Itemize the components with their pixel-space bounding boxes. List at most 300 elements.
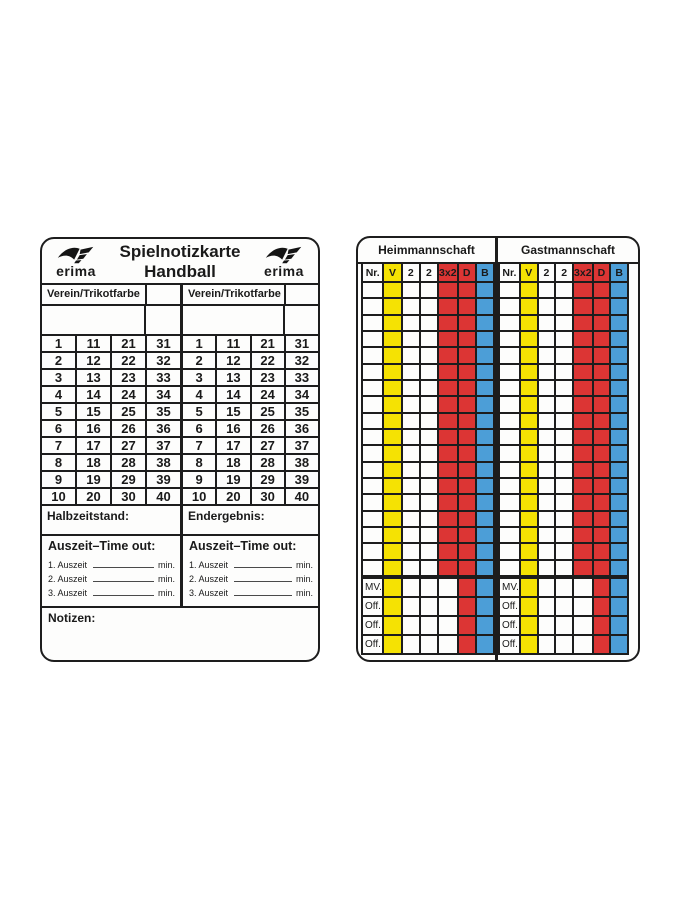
penalty-grid-cell bbox=[384, 446, 400, 460]
official-grid-cell bbox=[403, 617, 419, 634]
penalty-grid-cell bbox=[539, 283, 555, 297]
penalty-grid-cell bbox=[403, 299, 419, 313]
player-number-grid bbox=[183, 336, 318, 504]
penalty-grid-cell bbox=[521, 299, 537, 313]
player-number-cell: 29 bbox=[112, 472, 145, 487]
penalty-column-header: V bbox=[521, 264, 537, 281]
club-header-label: Verein/Trikotfarbe bbox=[188, 288, 281, 300]
penalty-grid-cell bbox=[403, 365, 419, 379]
penalty-grid-cell bbox=[500, 528, 519, 542]
timeout-entry bbox=[189, 556, 313, 570]
penalty-grid-cell bbox=[384, 528, 400, 542]
penalty-grid-cell bbox=[594, 299, 610, 313]
penalty-grid-cell bbox=[611, 414, 627, 428]
penalty-grid-cell bbox=[500, 365, 519, 379]
official-grid-cell bbox=[403, 598, 419, 615]
card-title-line2: Handball bbox=[144, 262, 216, 281]
official-grid-cell bbox=[477, 579, 493, 596]
player-number-cell: 15 bbox=[217, 404, 249, 419]
official-grid-cell bbox=[611, 636, 627, 653]
penalty-grid-cell bbox=[611, 528, 627, 542]
player-number-cell: 25 bbox=[112, 404, 145, 419]
club-header-extra-cell bbox=[145, 285, 180, 304]
penalty-grid-cell bbox=[574, 495, 592, 509]
timeout-section bbox=[42, 536, 180, 608]
penalty-grid-cell bbox=[421, 348, 437, 362]
official-grid-cell bbox=[384, 598, 400, 615]
official-grid-cell bbox=[384, 579, 400, 596]
penalty-grid-cell bbox=[421, 414, 437, 428]
official-grid-cell bbox=[459, 579, 475, 596]
penalty-grid-cell bbox=[384, 561, 400, 575]
official-row-label: MV. bbox=[363, 579, 382, 596]
penalty-grid-cell bbox=[403, 381, 419, 395]
penalty-grid-cell bbox=[459, 381, 475, 395]
player-number-cell: 4 bbox=[183, 387, 215, 402]
penalty-grid-cell bbox=[574, 365, 592, 379]
penalty-grid-cell bbox=[556, 479, 572, 493]
penalty-grid-cell bbox=[539, 397, 555, 411]
penalty-grid-cell bbox=[384, 283, 400, 297]
erima-logo bbox=[50, 246, 102, 278]
official-grid-cell bbox=[574, 598, 592, 615]
penalty-grid-cell bbox=[459, 348, 475, 362]
penalty-grid-cell bbox=[477, 430, 493, 444]
penalty-grid-cell bbox=[477, 495, 493, 509]
penalty-grid-cell bbox=[500, 397, 519, 411]
penalty-grid-cell bbox=[594, 479, 610, 493]
penalty-grid-cell bbox=[403, 414, 419, 428]
official-row-label: Off. bbox=[363, 598, 382, 615]
official-grid-cell bbox=[611, 617, 627, 634]
player-number-cell: 33 bbox=[147, 370, 180, 385]
penalty-grid-cell bbox=[594, 512, 610, 526]
player-number-cell: 16 bbox=[217, 421, 249, 436]
official-grid-cell bbox=[439, 636, 457, 653]
penalty-column-header: V bbox=[384, 264, 400, 281]
player-number-cell: 7 bbox=[183, 438, 215, 453]
official-grid-cell bbox=[439, 579, 457, 596]
penalty-grid-cell bbox=[611, 430, 627, 444]
player-number-cell: 20 bbox=[77, 489, 110, 504]
penalty-grid-cell bbox=[594, 528, 610, 542]
penalty-grid-cell bbox=[384, 512, 400, 526]
guest-team-label: Gastmannschaft bbox=[498, 238, 638, 264]
penalty-grid-cell bbox=[477, 544, 493, 558]
penalty-grid-cell bbox=[574, 283, 592, 297]
penalty-grid-cell bbox=[439, 332, 457, 346]
penalty-grid-cell bbox=[500, 512, 519, 526]
official-grid-cell bbox=[459, 598, 475, 615]
player-number-cell: 21 bbox=[252, 336, 284, 351]
timeout-write-line bbox=[234, 581, 292, 582]
official-grid-cell bbox=[421, 617, 437, 634]
player-number-cell: 11 bbox=[217, 336, 249, 351]
player-number-cell: 39 bbox=[286, 472, 318, 487]
halftime-score-row: Halbzeitstand: bbox=[42, 504, 180, 536]
official-row-label: MV. bbox=[500, 579, 519, 596]
penalty-grid-cell bbox=[500, 348, 519, 362]
penalty-grid-cell bbox=[421, 463, 437, 477]
player-number-cell: 38 bbox=[147, 455, 180, 470]
timeout-entry bbox=[189, 570, 313, 584]
penalty-grid-cell bbox=[521, 561, 537, 575]
penalty-grid-cell bbox=[521, 348, 537, 362]
penalty-grid-cell bbox=[500, 332, 519, 346]
penalty-grid-cell bbox=[421, 283, 437, 297]
player-number-cell: 3 bbox=[42, 370, 75, 385]
penalty-grid-cell bbox=[421, 381, 437, 395]
penalty-grid-cell bbox=[403, 561, 419, 575]
penalty-grid-cell bbox=[574, 316, 592, 330]
penalty-grid-cell bbox=[477, 316, 493, 330]
penalty-grid-cell bbox=[556, 283, 572, 297]
penalty-grid-cell bbox=[459, 512, 475, 526]
penalty-grid-cell bbox=[539, 495, 555, 509]
penalty-grid-cell bbox=[556, 561, 572, 575]
penalty-grid-cell bbox=[384, 299, 400, 313]
penalty-grid-cell bbox=[363, 365, 382, 379]
penalty-grid-cell bbox=[500, 414, 519, 428]
penalty-grid-cell bbox=[594, 430, 610, 444]
penalty-grid-cell bbox=[459, 332, 475, 346]
player-number-cell: 14 bbox=[77, 387, 110, 402]
penalty-grid-cell bbox=[363, 332, 382, 346]
penalty-grid-cell bbox=[459, 528, 475, 542]
penalty-column-header: 2 bbox=[556, 264, 572, 281]
penalty-grid-cell bbox=[521, 463, 537, 477]
penalty-grid-cell bbox=[594, 544, 610, 558]
penalty-grid-cell bbox=[384, 544, 400, 558]
player-number-cell: 15 bbox=[77, 404, 110, 419]
player-number-cell: 24 bbox=[252, 387, 284, 402]
player-number-cell: 40 bbox=[147, 489, 180, 504]
timeout-title: Auszeit–Time out: bbox=[189, 539, 297, 553]
penalty-grid-cell bbox=[539, 348, 555, 362]
penalty-grid-cell bbox=[403, 463, 419, 477]
penalty-grid-cell bbox=[539, 332, 555, 346]
timeout-unit: min. bbox=[295, 574, 313, 584]
player-number-cell: 32 bbox=[286, 353, 318, 368]
player-number-cell: 29 bbox=[252, 472, 284, 487]
penalty-grid-cell bbox=[611, 544, 627, 558]
official-grid-cell bbox=[556, 636, 572, 653]
penalty-grid-cell bbox=[384, 430, 400, 444]
player-number-cell: 20 bbox=[217, 489, 249, 504]
official-grid-cell bbox=[611, 598, 627, 615]
player-number-cell: 24 bbox=[112, 387, 145, 402]
penalty-grid-cell bbox=[403, 283, 419, 297]
penalty-grid-cell bbox=[611, 365, 627, 379]
penalty-column-header: Nr. bbox=[363, 264, 382, 281]
player-number-cell: 28 bbox=[112, 455, 145, 470]
penalty-grid-cell bbox=[421, 316, 437, 330]
timeout-entry bbox=[48, 570, 175, 584]
timeout-entry-label: 3. Auszeit bbox=[189, 588, 229, 598]
official-grid-cell bbox=[539, 636, 555, 653]
penalty-grid-cell bbox=[500, 283, 519, 297]
player-number-cell: 38 bbox=[286, 455, 318, 470]
penalty-grid-cell bbox=[459, 283, 475, 297]
penalty-grid-cell bbox=[539, 430, 555, 444]
player-number-cell: 10 bbox=[42, 489, 75, 504]
penalty-grid-cell bbox=[574, 561, 592, 575]
penalty-grid-cell bbox=[477, 561, 493, 575]
penalty-grid-cell bbox=[421, 495, 437, 509]
player-number-cell: 13 bbox=[217, 370, 249, 385]
penalty-grid-cell bbox=[403, 348, 419, 362]
penalty-grid-cell bbox=[574, 299, 592, 313]
notes-section: Notizen: bbox=[48, 611, 96, 625]
penalty-grid-cell bbox=[477, 446, 493, 460]
card-header bbox=[42, 239, 318, 285]
penalty-grid-cell bbox=[521, 446, 537, 460]
penalty-grid-cell bbox=[384, 463, 400, 477]
club-header-extra-cell bbox=[284, 285, 318, 304]
erima-wordmark: erima bbox=[264, 263, 304, 279]
penalty-grid-cell bbox=[477, 463, 493, 477]
home-half bbox=[42, 285, 180, 608]
penalty-grid-cell bbox=[477, 414, 493, 428]
timeout-unit: min. bbox=[295, 560, 313, 570]
penalty-grid-cell bbox=[363, 316, 382, 330]
penalty-grid-cell bbox=[384, 316, 400, 330]
penalty-grid-cell bbox=[556, 528, 572, 542]
timeout-unit: min. bbox=[157, 560, 175, 570]
player-number-cell: 16 bbox=[77, 421, 110, 436]
player-number-cell: 14 bbox=[217, 387, 249, 402]
player-number-cell: 17 bbox=[77, 438, 110, 453]
player-number-cell: 2 bbox=[42, 353, 75, 368]
penalty-grid-cell bbox=[439, 283, 457, 297]
club-entry-row bbox=[183, 306, 318, 336]
official-grid-cell bbox=[403, 579, 419, 596]
player-number-grid bbox=[42, 336, 180, 504]
player-number-cell: 11 bbox=[77, 336, 110, 351]
player-number-cell: 8 bbox=[42, 455, 75, 470]
penalty-grid-cell bbox=[363, 479, 382, 493]
player-number-cell: 36 bbox=[286, 421, 318, 436]
penalty-grid-cell bbox=[403, 430, 419, 444]
penalty-grid-cell bbox=[439, 316, 457, 330]
penalty-grid-cell bbox=[539, 479, 555, 493]
official-grid-cell bbox=[477, 598, 493, 615]
penalty-grid-cell bbox=[363, 544, 382, 558]
official-grid-cell bbox=[459, 617, 475, 634]
penalty-grid-cell bbox=[421, 299, 437, 313]
penalty-grid-cell bbox=[421, 544, 437, 558]
penalty-grid-cell bbox=[439, 528, 457, 542]
penalty-grid-cell bbox=[574, 332, 592, 346]
club-entry-cell bbox=[183, 306, 283, 334]
penalty-grid-cell bbox=[594, 332, 610, 346]
penalty-grid-cell bbox=[594, 495, 610, 509]
penalty-grid-cell bbox=[459, 446, 475, 460]
club-entry-row bbox=[42, 306, 180, 336]
player-number-cell: 23 bbox=[252, 370, 284, 385]
penalty-grid-cell bbox=[611, 283, 627, 297]
penalty-grid-cell bbox=[574, 512, 592, 526]
penalty-grid-cell bbox=[611, 316, 627, 330]
penalty-grid-cell bbox=[574, 446, 592, 460]
penalty-grid-cell bbox=[500, 495, 519, 509]
club-entry-extra-cell bbox=[283, 306, 318, 334]
penalty-grid-cell bbox=[521, 414, 537, 428]
home-penalty-grid bbox=[361, 264, 495, 655]
penalty-grid-cell bbox=[611, 512, 627, 526]
player-number-cell: 6 bbox=[183, 421, 215, 436]
club-header-label: Verein/Trikotfarbe bbox=[47, 288, 140, 300]
penalty-grid-cell bbox=[521, 332, 537, 346]
penalty-grid-cell bbox=[363, 414, 382, 428]
official-grid-cell bbox=[521, 617, 537, 634]
card-title-line1: Spielnotizkarte bbox=[119, 241, 241, 261]
official-grid-cell bbox=[594, 579, 610, 596]
penalty-grid-cell bbox=[403, 512, 419, 526]
penalty-grid-cell bbox=[574, 544, 592, 558]
penalty-grid-cell bbox=[403, 528, 419, 542]
timeout-entry-label: 3. Auszeit bbox=[48, 588, 88, 598]
home-team-half bbox=[358, 238, 498, 660]
card-body bbox=[42, 285, 318, 608]
penalty-column-header: D bbox=[594, 264, 610, 281]
penalty-column-header: Nr. bbox=[500, 264, 519, 281]
official-grid-cell bbox=[439, 617, 457, 634]
erima-wordmark: erima bbox=[56, 263, 96, 279]
player-number-cell: 18 bbox=[77, 455, 110, 470]
official-grid-cell bbox=[439, 598, 457, 615]
penalty-grid-cell bbox=[363, 283, 382, 297]
penalty-grid-cell bbox=[439, 299, 457, 313]
official-grid-cell bbox=[594, 598, 610, 615]
player-number-cell: 10 bbox=[183, 489, 215, 504]
player-number-cell: 2 bbox=[183, 353, 215, 368]
penalty-grid-cell bbox=[521, 316, 537, 330]
guest-penalty-grid bbox=[498, 264, 629, 655]
penalty-grid-cell bbox=[459, 495, 475, 509]
penalty-grid-cell bbox=[439, 381, 457, 395]
timeout-entry-label: 2. Auszeit bbox=[48, 574, 88, 584]
player-number-cell: 12 bbox=[77, 353, 110, 368]
penalty-grid-cell bbox=[363, 561, 382, 575]
timeout-section bbox=[183, 536, 318, 608]
player-number-cell: 9 bbox=[42, 472, 75, 487]
penalty-grid-cell bbox=[459, 430, 475, 444]
player-number-cell: 28 bbox=[252, 455, 284, 470]
player-number-cell: 22 bbox=[252, 353, 284, 368]
penalty-grid-cell bbox=[363, 348, 382, 362]
official-grid-cell bbox=[477, 636, 493, 653]
penalty-grid-cell bbox=[403, 397, 419, 411]
player-number-cell: 30 bbox=[252, 489, 284, 504]
official-grid-cell bbox=[459, 636, 475, 653]
penalty-grid-cell bbox=[611, 332, 627, 346]
player-number-cell: 40 bbox=[286, 489, 318, 504]
timeout-entry-label: 2. Auszeit bbox=[189, 574, 229, 584]
penalty-grid-cell bbox=[439, 463, 457, 477]
penalty-grid-cell bbox=[574, 430, 592, 444]
penalty-grid-cell bbox=[574, 414, 592, 428]
player-number-cell: 12 bbox=[217, 353, 249, 368]
timeout-write-line bbox=[234, 595, 292, 596]
player-number-cell: 27 bbox=[112, 438, 145, 453]
penalty-grid-cell bbox=[363, 381, 382, 395]
penalty-grid-cell bbox=[521, 495, 537, 509]
penalty-grid-cell bbox=[500, 381, 519, 395]
penalty-grid-cell bbox=[500, 479, 519, 493]
penalty-grid-cell bbox=[384, 348, 400, 362]
penalty-column-header: B bbox=[477, 264, 493, 281]
player-number-cell: 5 bbox=[42, 404, 75, 419]
penalty-grid-cell bbox=[594, 365, 610, 379]
official-grid-cell bbox=[539, 617, 555, 634]
penalty-grid-cell bbox=[594, 397, 610, 411]
penalty-column-header: 3x2 bbox=[439, 264, 457, 281]
penalty-grid-cell bbox=[384, 381, 400, 395]
penalty-grid-cell bbox=[421, 561, 437, 575]
timeout-write-line bbox=[93, 567, 154, 568]
player-number-cell: 26 bbox=[112, 421, 145, 436]
penalty-grid-cell bbox=[539, 463, 555, 477]
official-row-label: Off. bbox=[500, 636, 519, 653]
penalty-grid-cell bbox=[594, 414, 610, 428]
penalty-grid-cell bbox=[421, 446, 437, 460]
penalty-grid-cell bbox=[556, 512, 572, 526]
penalty-grid-cell bbox=[403, 479, 419, 493]
penalty-grid-cell bbox=[459, 561, 475, 575]
penalty-grid-cell bbox=[539, 512, 555, 526]
penalty-grid-cell bbox=[574, 397, 592, 411]
penalty-grid-cell bbox=[421, 512, 437, 526]
penalty-grid-cell bbox=[611, 299, 627, 313]
penalty-grid-cell bbox=[556, 495, 572, 509]
player-number-cell: 35 bbox=[147, 404, 180, 419]
penalty-grid-cell bbox=[459, 463, 475, 477]
timeout-list bbox=[48, 556, 175, 598]
penalty-grid-cell bbox=[403, 544, 419, 558]
timeout-entry bbox=[189, 584, 313, 598]
timeout-entry-label: 1. Auszeit bbox=[189, 560, 229, 570]
penalty-column-header: 3x2 bbox=[574, 264, 592, 281]
penalty-grid-cell bbox=[611, 446, 627, 460]
timeout-write-line bbox=[93, 581, 154, 582]
penalty-grid-cell bbox=[611, 561, 627, 575]
penalty-grid-cell bbox=[594, 463, 610, 477]
penalty-grid-cell bbox=[384, 479, 400, 493]
penalty-grid-cell bbox=[556, 299, 572, 313]
penalty-column-header: D bbox=[459, 264, 475, 281]
penalty-grid-cell bbox=[539, 561, 555, 575]
penalty-grid-cell bbox=[477, 283, 493, 297]
penalty-grid-cell bbox=[556, 446, 572, 460]
penalty-grid-cell bbox=[594, 316, 610, 330]
official-grid-cell bbox=[556, 579, 572, 596]
final-score-row: Endergebnis: bbox=[183, 504, 318, 536]
penalty-grid-cell bbox=[574, 348, 592, 362]
penalty-grid-cell bbox=[539, 316, 555, 330]
official-grid-cell bbox=[556, 598, 572, 615]
official-grid-cell bbox=[521, 636, 537, 653]
penalty-grid-cell bbox=[439, 561, 457, 575]
player-number-cell: 26 bbox=[252, 421, 284, 436]
penalty-grid-cell bbox=[556, 414, 572, 428]
penalty-grid-cell bbox=[521, 512, 537, 526]
penalty-column-header: 2 bbox=[539, 264, 555, 281]
penalty-grid-cell bbox=[500, 316, 519, 330]
penalty-grid-cell bbox=[500, 446, 519, 460]
penalty-grid-cell bbox=[556, 544, 572, 558]
penalty-grid-cell bbox=[363, 528, 382, 542]
